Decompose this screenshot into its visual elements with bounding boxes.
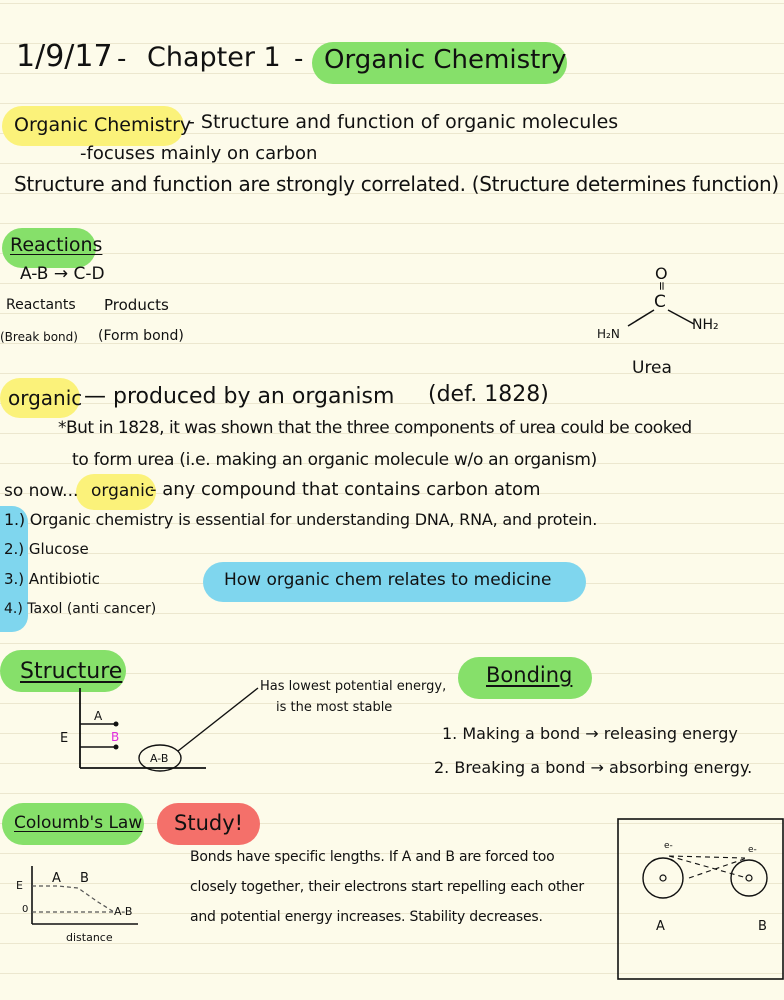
structure-E-label: E xyxy=(60,731,69,746)
list-item-1: 1.) Organic chemistry is essential for understanding DNA, RNA, and protein. xyxy=(4,510,598,529)
bonding-item-2: 2. Breaking a bond → absorbing energy. xyxy=(434,758,753,777)
bonding-heading: Bonding xyxy=(486,663,573,687)
topic-title: Organic Chemistry xyxy=(324,45,567,75)
atom-B-label: B xyxy=(758,919,767,934)
coulomb-A-label: A xyxy=(52,871,61,886)
urea-amine-left: H₂N xyxy=(597,327,620,341)
urea-carbon: C xyxy=(654,292,666,312)
coulomb-text-2: closely together, their electrons start repelling each other xyxy=(190,879,584,895)
structure-B-label: B xyxy=(111,730,120,744)
date: 1/9/17 xyxy=(16,39,113,74)
organic-note-1: *But in 1828, it was shown that the three components of urea could be cooked xyxy=(58,418,692,438)
coulomb-x-label: distance xyxy=(66,931,113,944)
stable-note-2: is the most stable xyxy=(276,700,393,715)
coulomb-AB-label: A-B xyxy=(114,905,133,918)
coulomb-zero-label: 0 xyxy=(22,904,29,915)
break-bond-label: (Break bond) xyxy=(0,330,78,344)
definition-text: - Structure and function of organic molecules xyxy=(188,111,619,133)
urea-amine-right: NH₂ xyxy=(692,317,719,333)
structure-heading: Structure xyxy=(20,659,123,684)
energy-diagram xyxy=(60,680,360,780)
products-label: Products xyxy=(104,296,169,314)
organic-term: organic xyxy=(8,386,83,410)
list-item-3: 3.) Antibiotic xyxy=(4,570,100,588)
organic-now-term: organic xyxy=(91,481,155,501)
bonding-item-1: 1. Making a bond → releasing energy xyxy=(442,724,738,743)
structure-AB-label: A-B xyxy=(150,752,169,765)
organic-def: — produced by an organism xyxy=(84,384,395,409)
atom-A-label: A xyxy=(656,919,665,934)
urea-oxygen: O xyxy=(655,264,668,283)
electron-label-1: e- xyxy=(664,841,673,851)
header-dash: - xyxy=(117,44,127,74)
stable-note-1: Has lowest potential energy, xyxy=(260,679,447,694)
reactants-label: Reactants xyxy=(6,297,76,313)
coulomb-heading: Coloumb's Law xyxy=(14,813,143,833)
atoms-diagram xyxy=(617,818,784,998)
coulomb-E-label: E xyxy=(16,879,23,892)
reaction-equation: A-B → C-D xyxy=(20,264,105,284)
study-label: Study! xyxy=(174,811,244,835)
coulomb-B-label: B xyxy=(80,871,89,886)
list-item-4: 4.) Taxol (anti cancer) xyxy=(4,601,157,617)
form-bond-label: (Form bond) xyxy=(98,328,184,344)
definition-line2: Structure and function are strongly correlated. (Structure determines function) xyxy=(14,172,779,196)
list-item-2: 2.) Glucose xyxy=(4,540,89,558)
urea-double-bond: = xyxy=(655,280,670,292)
organic-now-def: - any compound that contains carbon atom xyxy=(150,479,541,500)
electron-label-2: e- xyxy=(748,845,757,855)
chapter-title: Chapter 1 xyxy=(147,42,281,73)
urea-label: Urea xyxy=(632,358,672,378)
organic-year: (def. 1828) xyxy=(428,382,549,407)
coulomb-text-3: and potential energy increases. Stability decreases. xyxy=(190,909,543,925)
reactions-heading: Reactions xyxy=(10,234,103,256)
header-dash-2: - xyxy=(294,44,304,74)
organic-note-2: to form urea (i.e. making an organic molecule w/o an organism) xyxy=(72,450,597,470)
structure-A-label: A xyxy=(94,709,103,723)
so-now-label: so now... xyxy=(4,481,79,501)
coulomb-text-1: Bonds have specific lengths. If A and B are forced too xyxy=(190,849,555,865)
medicine-callout: How organic chem relates to medicine xyxy=(224,570,552,590)
definition-sub: -focuses mainly on carbon xyxy=(80,143,318,164)
term-organic-chemistry: Organic Chemistry xyxy=(14,114,192,136)
